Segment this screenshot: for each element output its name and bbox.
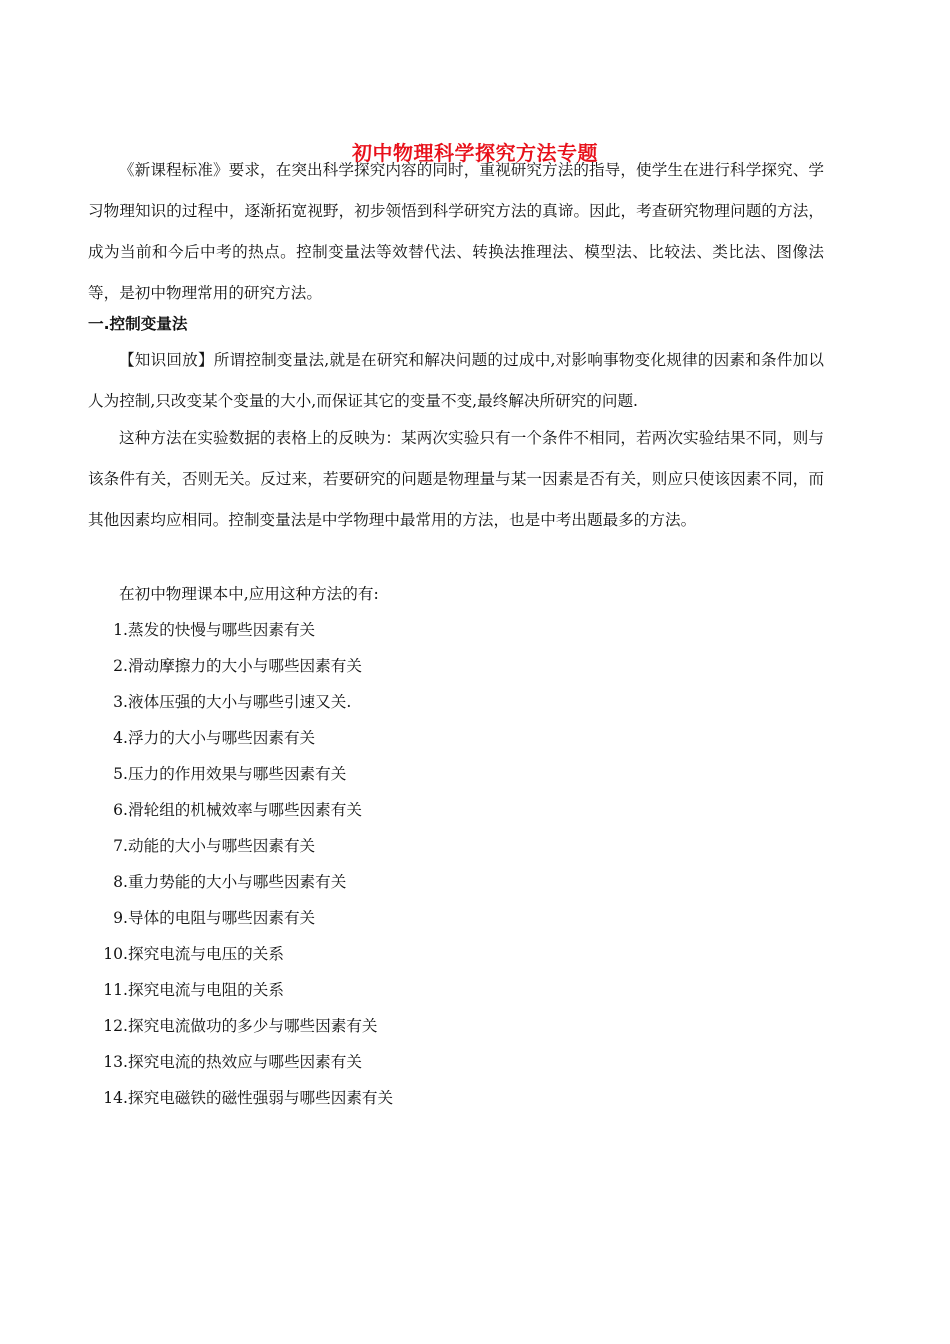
list-item-text: 蒸发的快慢与哪些因素有关 [128, 621, 316, 639]
list-item [96, 940, 393, 976]
list-item [96, 832, 393, 868]
list-item [96, 1084, 393, 1120]
document-title: 初中物理科学探究方法专题 [352, 141, 598, 166]
list-item-text: 重力势能的大小与哪些因素有关 [128, 873, 347, 891]
list-item-text: 液体压强的大小与哪些引速又关. [128, 693, 352, 711]
list-item [96, 760, 393, 796]
list-item [96, 1048, 393, 1084]
list-item-text: 动能的大小与哪些因素有关 [128, 837, 316, 855]
list-item-text: 滑轮组的机械效率与哪些因素有关 [128, 801, 362, 819]
list-item-text: 探究电流的热效应与哪些因素有关 [128, 1053, 362, 1071]
list-item-number: 13. [103, 1053, 128, 1071]
list-item-number: 8. [113, 873, 128, 891]
list-item-number: 6. [113, 801, 128, 819]
knowledge-text: 所谓控制变量法,就是在研究和解决问题的过成中,对影响事物变化规律的因素和条件加以人为控制,只改变某个变量的大小,而保证其它的变量不变,最终解决所研究的问题. [88, 351, 824, 410]
list-item-number: 4. [113, 729, 128, 747]
list-item-number: 3. [113, 693, 128, 711]
list-item-text: 导体的电阻与哪些因素有关 [128, 909, 316, 927]
list-item-text: 探究电流与电压的关系 [128, 945, 284, 963]
knowledge-paragraph [88, 340, 824, 422]
method-list [96, 616, 393, 1120]
knowledge-label: 【知识回放】 [119, 351, 214, 369]
list-item-number: 1. [113, 621, 128, 639]
intro-paragraph: 《新课程标准》要求，在突出科学探究内容的同时，重视研究方法的指导，使学生在进行科学探究、学习物理知识的过程中，逐渐拓宽视野，初步领悟到科学研究方法的真谛。因此，考查研究物理问题的方法，成为当前和今后中考的热点。控制变量法等效替代法、转换法推理法、模型法、比较法、类比法、图像法等，是初中物理常用的研究方法。 [88, 161, 824, 302]
list-item-number: 10. [103, 945, 128, 963]
list-item-number: 2. [113, 657, 128, 675]
list-item [96, 976, 393, 1012]
list-item [96, 616, 393, 652]
list-item-text: 压力的作用效果与哪些因素有关 [128, 765, 347, 783]
list-intro: 在初中物理课本中,应用这种方法的有: [119, 585, 379, 603]
list-item [96, 688, 393, 724]
reflection-paragraph: 这种方法在实验数据的表格上的反映为：某两次实验只有一个条件不相同，若两次实验结果不同，则与该条件有关，否则无关。反过来，若要研究的问题是物理量与某一因素是否有关，则应只使该因素不同，而其他因素均应相同。控制变量法是中学物理中最常用的方法，也是中考出题最多的方法。 [88, 429, 824, 529]
list-item [96, 1012, 393, 1048]
list-item-text: 浮力的大小与哪些因素有关 [128, 729, 316, 747]
list-item [96, 724, 393, 760]
list-item-text: 探究电流做功的多少与哪些因素有关 [128, 1017, 378, 1035]
list-item-number: 7. [113, 837, 128, 855]
list-item-number: 12. [103, 1017, 128, 1035]
list-item [96, 868, 393, 904]
list-item-number: 9. [113, 909, 128, 927]
list-item-number: 5. [113, 765, 128, 783]
list-item [96, 904, 393, 940]
list-item-number: 11. [103, 981, 128, 999]
list-item [96, 652, 393, 688]
list-item [96, 796, 393, 832]
list-item-text: 滑动摩擦力的大小与哪些因素有关 [128, 657, 362, 675]
list-item-text: 探究电流与电阻的关系 [128, 981, 284, 999]
section-heading-control-variable: 一.控制变量法 [88, 315, 188, 333]
list-item-text: 探究电磁铁的磁性强弱与哪些因素有关 [128, 1089, 394, 1107]
list-item-number: 14. [103, 1089, 128, 1107]
